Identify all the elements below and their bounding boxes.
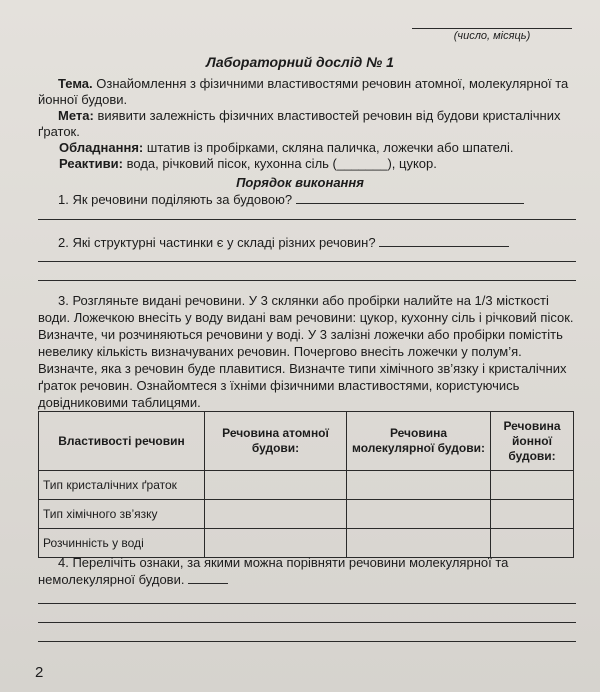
intro-block (38, 76, 578, 172)
table-header-cell: Речовина атомної будови: (205, 412, 347, 471)
procedure-heading: Порядок виконання (236, 175, 364, 190)
question-3-text: 3. Розгляньте видані речовини. У 3 склянки або пробірки налийте на 1/3 місткості води. Ложечкою внесіть у воду видані вам речовини: цукор, кухонну сіль і річковий пісок. Визначте, чи розчиняються речовини у воді. У 3 залізні ложечки або пробірки помістіть невелику кількість визначуваних речовин. Почергово внесіть ложечки у полум’я. Визначте, яка з речовин буде плавитися. Визначте типи хімічного зв’язку і кристалічних ґраток речовин. Ознайомтеся з їхніми фізичними властивостями, користуючись довідниковими таблицями. (38, 293, 574, 410)
question-4-text: 4. Перелічіть ознаки, за якими можна порівняти речовини молекулярної та немолекулярної будови. (38, 555, 509, 587)
table-header-cell: Речовина молекулярної будови: (347, 412, 491, 471)
equipment-line (38, 140, 578, 156)
answer-line[interactable] (38, 280, 576, 281)
question-1-text: 1. Як речовини поділяють за будовою? (58, 192, 293, 207)
goal-label: Мета: (58, 108, 94, 123)
row-label: Тип хімічного зв’язку (39, 500, 205, 529)
answer-line[interactable] (188, 571, 228, 584)
answer-line[interactable] (38, 603, 576, 604)
question-1 (38, 191, 578, 208)
reagents-line (38, 156, 578, 172)
answer-line[interactable] (38, 219, 576, 220)
answer-line[interactable] (38, 641, 576, 642)
answer-cell[interactable] (347, 471, 491, 500)
equipment-text: штатив із пробірками, скляна паличка, ложечки або шпателі. (146, 140, 514, 155)
table-header-cell: Властивості речовин (39, 412, 205, 471)
question-4 (38, 554, 578, 588)
date-caption: (число, місяць) (412, 28, 572, 42)
row-label: Розчинність у воді (39, 529, 205, 558)
goal-text: виявити залежність фізичних властивостей речовин від будови кристалічних ґраток. (38, 108, 561, 139)
table-header-row (39, 412, 574, 471)
table-header-cell: Речовина йонної будови: (491, 412, 574, 471)
properties-table (38, 411, 574, 558)
answer-cell[interactable] (347, 500, 491, 529)
answer-line[interactable] (38, 261, 576, 262)
reagents-text: вода, річковий пісок, кухонна сіль (_______), цукор. (126, 156, 437, 171)
question-3 (38, 292, 578, 411)
answer-cell[interactable] (205, 471, 347, 500)
reagents-label: Реактиви: (59, 156, 123, 171)
equipment-label: Обладнання: (59, 140, 144, 155)
answer-line[interactable] (379, 234, 509, 247)
topic-label: Тема. (58, 76, 93, 91)
row-label: Тип кристалічних ґраток (39, 471, 205, 500)
topic-text: Ознайомлення з фізичними властивостями речовин атомної, молекулярної та йонної будови. (38, 76, 569, 107)
answer-cell[interactable] (491, 500, 574, 529)
answer-cell[interactable] (205, 500, 347, 529)
answer-cell[interactable] (491, 471, 574, 500)
table-row (39, 471, 574, 500)
question-2-text: 2. Які структурні частинки є у складі різних речовин? (58, 235, 376, 250)
page-number: 2 (35, 664, 44, 681)
table-row (39, 500, 574, 529)
topic-line (38, 76, 578, 108)
page-title: Лабораторний дослід № 1 (206, 54, 394, 70)
goal-line (38, 108, 578, 140)
question-2 (38, 234, 578, 251)
answer-line[interactable] (38, 622, 576, 623)
answer-line[interactable] (296, 191, 524, 204)
